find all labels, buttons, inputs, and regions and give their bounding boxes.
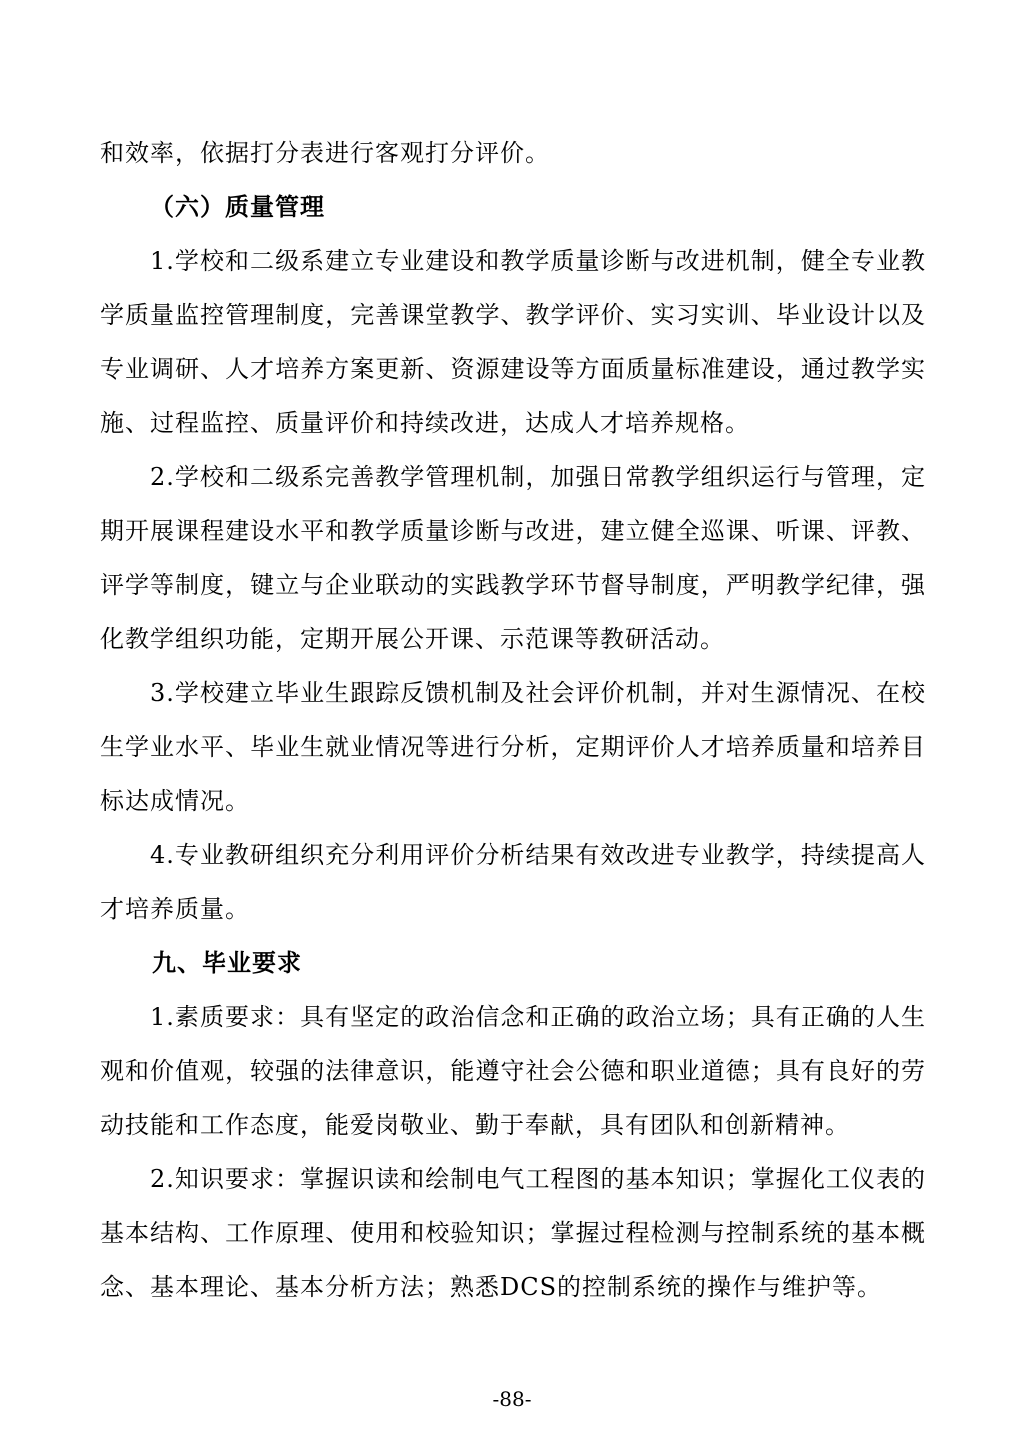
quality-item-4: 4.专业教研组织充分利用评价分析结果有效改进专业教学，持续提高人才培养质量。 (100, 841, 926, 923)
continuation-paragraph: 和效率，依据打分表进行客观打分评价。 (100, 139, 550, 167)
page-body (100, 126, 926, 1314)
section-heading-graduation-requirements: 九、毕业要求 (152, 949, 302, 977)
quality-item-3: 3.学校建立毕业生跟踪反馈机制及社会评价机制，并对生源情况、在校生学业水平、毕业生就业情况等进行分析，定期评价人才培养质量和培养目标达成情况。 (100, 679, 926, 815)
graduation-item-1: 1.素质要求：具有坚定的政治信念和正确的政治立场；具有正确的人生观和价值观，较强的法律意识，能遵守社会公德和职业道德；具有良好的劳动技能和工作态度，能爱岗敬业、勤于奉献，具有团队和创新精神。 (100, 1003, 926, 1139)
section-heading-quality-management: （六）质量管理 (150, 193, 325, 221)
quality-item-1: 1.学校和二级系建立专业建设和教学质量诊断与改进机制，健全专业教学质量监控管理制度，完善课堂教学、教学评价、实习实训、毕业设计以及专业调研、人才培养方案更新、资源建设等方面质量标准建设，通过教学实施、过程监控、质量评价和持续改进，达成人才培养规格。 (100, 247, 926, 437)
quality-item-2: 2.学校和二级系完善教学管理机制，加强日常教学组织运行与管理，定期开展课程建设水平和教学质量诊断与改进，建立健全巡课、听课、评教、评学等制度，键立与企业联动的实践教学环节督导制度，严明教学纪律，强化教学组织功能，定期开展公开课、示范课等教研活动。 (100, 463, 926, 653)
page-number: -88- (492, 1387, 532, 1411)
graduation-item-2: 2.知识要求：掌握识读和绘制电气工程图的基本知识；掌握化工仪表的基本结构、工作原理、使用和校验知识；掌握过程检测与控制系统的基本概念、基本理论、基本分析方法；熟悉DCS的控制系统的操作与维护等。 (100, 1165, 926, 1301)
